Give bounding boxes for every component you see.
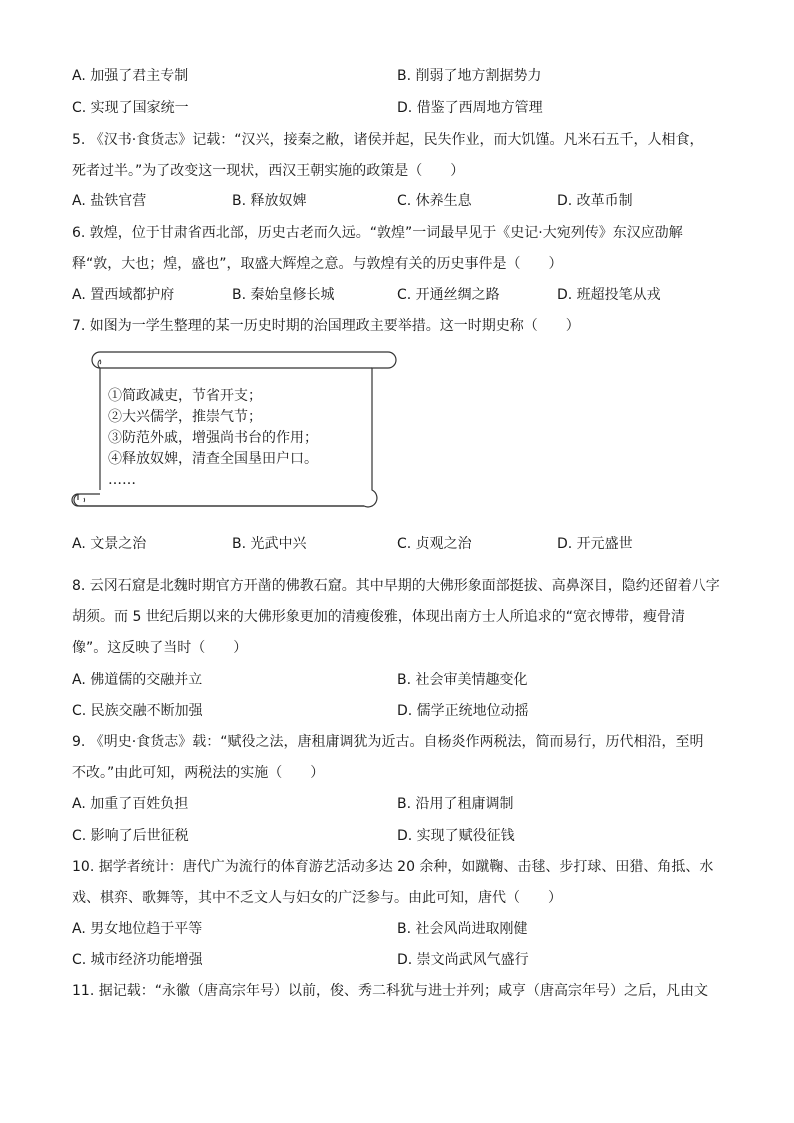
q9-stem-line1: 9. 《明史·食货志》载：“赋役之法，唐租庸调犹为近古。自杨炎作两税法，简而易行，历代相沿，至明 xyxy=(72,734,704,750)
q11-stem-line1: 11. 据记载：“永徽（唐高宗年号）以前，俊、秀二科犹与进士并列；咸亨（唐高宗年号）之后，凡由文 xyxy=(72,983,708,999)
q10-option-d: D. 崇文尚武风气盛行 xyxy=(397,952,529,968)
q8-stem-line1: 8. 云冈石窟是北魏时期官方开凿的佛教石窟。其中早期的大佛形象面部挺拔、高鼻深目，隐约还留着八字 xyxy=(72,578,720,594)
q9-option-d: D. 实现了赋役征钱 xyxy=(397,828,515,844)
q7-option-a: A. 文景之治 xyxy=(72,536,147,552)
scroll-ellipsis: …… xyxy=(108,472,136,488)
q8-option-c: C. 民族交融不断加强 xyxy=(72,703,203,719)
q7-stem: 7. 如图为一学生整理的某一历史时期的治国理政主要举措。这一时期史称（ ） xyxy=(72,318,580,334)
q4-option-b: B. 削弱了地方割据势力 xyxy=(397,68,542,84)
scroll-item-2: ②大兴儒学，推崇气节； xyxy=(108,409,262,425)
q6-option-c: C. 开通丝绸之路 xyxy=(397,287,500,303)
q9-option-a: A. 加重了百姓负担 xyxy=(72,796,189,812)
q6-stem-line1: 6. 敦煌，位于甘肃省西北部，历史古老而久远。“敦煌”一词最早见于《史记·大宛列传》东汉应劭解 xyxy=(72,225,683,241)
q4-option-c: C. 实现了国家统一 xyxy=(72,100,189,116)
q6-option-b: B. 秦始皇修长城 xyxy=(232,287,335,303)
q8-stem-line2: 胡须。而 5 世纪后期以来的大佛形象更加的清瘦俊雅，体现出南方士人所追求的“宽衣博带，瘦骨清 xyxy=(72,609,686,625)
q9-option-c: C. 影响了后世征税 xyxy=(72,828,189,844)
q5-stem-line1: 5. 《汉书·食货志》记载：“汉兴，接秦之敝，诸侯并起，民失作业，而大饥馑。凡米石五千，人相食， xyxy=(72,132,704,148)
q7-option-b: B. 光武中兴 xyxy=(232,536,307,552)
q4-option-d: D. 借鉴了西周地方管理 xyxy=(397,100,543,116)
q8-option-d: D. 儒学正统地位动摇 xyxy=(397,703,529,719)
q10-stem-line1: 10. 据学者统计：唐代广为流行的体育游艺活动多达 20 余种，如蹴鞠、击毬、步打球、田猎、角抵、水 xyxy=(72,859,714,875)
q9-stem-line2: 不改。”由此可知，两税法的实施（ ） xyxy=(72,765,325,781)
q10-option-a: A. 男女地位趋于平等 xyxy=(72,921,203,937)
q4-option-a: A. 加强了君主专制 xyxy=(72,68,189,84)
q5-stem-line2: 死者过半。”为了改变这一现状，西汉王朝实施的政策是（ ） xyxy=(72,163,465,179)
q6-stem-line2: 释“敦，大也；煌，盛也”，取盛大辉煌之意。与敦煌有关的历史事件是（ ） xyxy=(72,256,563,272)
q5-option-d: D. 改革币制 xyxy=(557,193,633,209)
q6-option-d: D. 班超投笔从戎 xyxy=(557,287,661,303)
q9-option-b: B. 沿用了租庸调制 xyxy=(397,796,514,812)
q5-option-a: A. 盐铁官营 xyxy=(72,193,147,209)
scroll-item-1: ①简政减吏，节省开支； xyxy=(108,388,262,404)
q5-option-c: C. 休养生息 xyxy=(397,193,472,209)
scroll-item-4: ④释放奴婢，清查全国垦田户口。 xyxy=(108,451,318,467)
q8-option-a: A. 佛道儒的交融并立 xyxy=(72,672,203,688)
q10-option-b: B. 社会风尚进取刚健 xyxy=(397,921,528,937)
scroll-item-3: ③防范外戚，增强尚书台的作用； xyxy=(108,430,318,446)
scroll-content xyxy=(108,386,318,491)
q6-option-a: A. 置西域都护府 xyxy=(72,287,175,303)
q10-stem-line2: 戏、棋弈、歌舞等，其中不乏文人与妇女的广泛参与。由此可知，唐代（ ） xyxy=(72,890,562,906)
q7-option-d: D. 开元盛世 xyxy=(557,536,633,552)
q8-stem-line3: 像”。这反映了当时（ ） xyxy=(72,640,248,656)
q10-option-c: C. 城市经济功能增强 xyxy=(72,952,203,968)
q8-option-b: B. 社会审美情趣变化 xyxy=(397,672,528,688)
q5-option-b: B. 释放奴婢 xyxy=(232,193,307,209)
q7-option-c: C. 贞观之治 xyxy=(397,536,472,552)
